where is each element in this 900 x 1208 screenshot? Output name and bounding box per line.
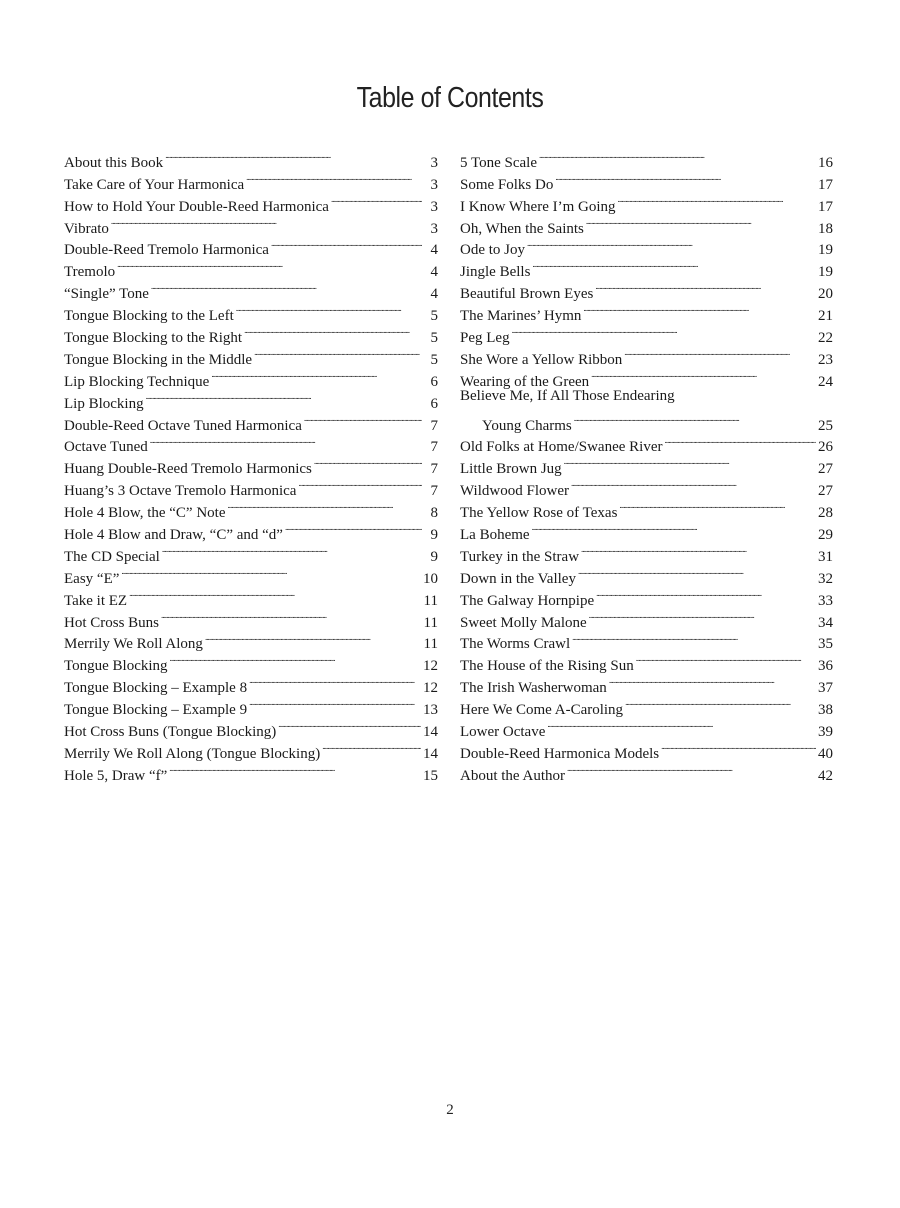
dot-leader [314, 451, 422, 473]
dot-leader [117, 254, 422, 276]
toc-entry-page: 31 [818, 548, 833, 565]
toc-entry-title: Oh, When the Saints [460, 220, 584, 237]
toc-entry-title: Down in the Valley [460, 570, 576, 587]
toc-entry-page: 12 [423, 680, 438, 697]
toc-entry-title: Double-Reed Tremolo Harmonica [64, 242, 269, 259]
toc-entry[interactable] [460, 145, 833, 171]
toc-entry-page: 26 [818, 439, 833, 456]
toc-entry-title: Take Care of Your Harmonica [64, 176, 245, 193]
toc-entry-page: 14 [423, 724, 438, 741]
toc-entry-page: 18 [818, 220, 833, 237]
toc-entry-page: 37 [818, 680, 833, 697]
toc-entry-page: 6 [430, 373, 438, 390]
dot-leader [595, 276, 816, 298]
toc-entry-title: The Yellow Rose of Texas [460, 505, 618, 522]
toc-entry-title: Little Brown Jug [460, 461, 562, 478]
toc-entry-page: 17 [818, 176, 833, 193]
dot-leader [636, 648, 816, 670]
toc-entry-page: 33 [818, 592, 833, 609]
toc-entry[interactable] [460, 320, 833, 347]
toc-entry-title: Old Folks at Home/Swanee River [460, 439, 663, 456]
toc-entry-title: Tongue Blocking to the Right [64, 330, 243, 347]
toc-left-column [64, 145, 438, 784]
dot-leader [571, 473, 816, 495]
toc-entry-title: La Boheme [460, 527, 530, 544]
toc-entry-title: 5 Tone Scale [460, 154, 537, 171]
toc-entry-page: 32 [818, 570, 833, 587]
toc-entry-title: Turkey in the Straw [460, 548, 580, 565]
dot-leader [246, 167, 422, 189]
dot-leader [322, 736, 421, 758]
toc-entry-title: Vibrato [64, 220, 109, 237]
toc-entry-page: 10 [423, 570, 438, 587]
toc-entry-title: Wearing of the Green [460, 373, 590, 390]
toc-entry-page: 4 [430, 286, 438, 303]
dot-leader [547, 714, 816, 736]
toc-entry-title: Some Folks Do [460, 176, 554, 193]
dot-leader [583, 298, 816, 320]
dot-leader [331, 189, 422, 211]
toc-entry-page: 5 [430, 308, 438, 325]
dot-leader [150, 430, 422, 452]
toc-entry-page: 5 [430, 351, 438, 368]
dot-leader [539, 145, 816, 167]
toc-entry-title: Hot Cross Buns [64, 614, 160, 631]
dot-leader [211, 364, 422, 386]
toc-entry[interactable] [460, 386, 833, 408]
toc-entry-page: 3 [430, 176, 438, 193]
toc-entry-page: 27 [818, 461, 833, 478]
toc-entry-title: The Irish Washerwoman [460, 680, 607, 697]
dot-leader [567, 758, 816, 780]
dot-leader [121, 561, 421, 583]
toc-right-column [460, 145, 833, 784]
toc-entry-page: 3 [430, 154, 438, 171]
dot-leader [129, 583, 421, 605]
toc-entry-page: 7 [430, 483, 438, 500]
toc-entry-page: 25 [818, 417, 833, 434]
toc-entry-page: 16 [818, 154, 833, 171]
toc-entry-title: Hot Cross Buns (Tongue Blocking) [64, 724, 277, 741]
toc-entry-title: Tongue Blocking – Example 9 [64, 702, 248, 719]
toc-entry-page: 9 [430, 548, 438, 565]
toc-entry-page: 15 [423, 767, 438, 784]
toc-entry-title: Here We Come A-Caroling [460, 702, 624, 719]
dot-leader [624, 342, 816, 364]
dot-leader [527, 233, 816, 255]
toc-entry-page: 39 [818, 724, 833, 741]
dot-leader [249, 692, 421, 714]
toc-entry-title: Wildwood Flower [460, 483, 569, 500]
toc-entry-page: 36 [818, 658, 833, 675]
toc-entry-page: 14 [423, 745, 438, 762]
toc-entry[interactable] [64, 211, 438, 237]
toc-entry-page: 19 [818, 242, 833, 259]
dot-leader [161, 605, 422, 627]
toc-entry-page: 11 [423, 592, 438, 609]
dot-leader [572, 627, 816, 649]
toc-entry-title: How to Hold Your Double-Reed Harmonica [64, 198, 329, 215]
dot-leader [169, 758, 421, 780]
toc-entry-title: Hole 4 Blow, the “C” Note [64, 505, 226, 522]
toc-entry-title: Hole 5, Draw “f” [64, 767, 168, 784]
toc-entry-title: Tongue Blocking to the Left [64, 308, 234, 325]
toc-entry-title: The Galway Hornpipe [460, 592, 595, 609]
dot-leader [618, 189, 816, 211]
dot-leader [162, 539, 422, 561]
toc-entry-title: I Know Where I’m Going [460, 198, 616, 215]
toc-entry-title: About the Author [460, 767, 565, 784]
toc-entry-page: 6 [430, 395, 438, 412]
dot-leader [304, 408, 422, 430]
dot-leader [165, 145, 422, 167]
dot-leader [278, 714, 421, 736]
toc-entry-title: Easy “E” [64, 570, 120, 587]
toc-entry-title: The Worms Crawl [460, 636, 571, 653]
dot-leader [586, 211, 816, 233]
toc-entry-page: 4 [430, 264, 438, 281]
toc-entry-page: 12 [423, 658, 438, 675]
toc-entry-title: About this Book [64, 154, 164, 171]
dot-leader [170, 648, 421, 670]
toc-entry-page: 35 [818, 636, 833, 653]
toc-entry[interactable] [460, 408, 833, 434]
toc-entry[interactable] [64, 276, 438, 303]
dot-leader [254, 342, 422, 364]
toc-entry-title: Lip Blocking [64, 395, 144, 412]
toc-entry-page: 7 [430, 439, 438, 456]
toc-entry-title: Merrily We Roll Along [64, 636, 203, 653]
toc-entry-page: 23 [818, 351, 833, 368]
dot-leader [532, 254, 816, 276]
toc-entry-page: 19 [818, 264, 833, 281]
toc-entry-page: 9 [430, 527, 438, 544]
dot-leader [271, 233, 422, 255]
dot-leader [236, 298, 422, 320]
dot-leader [146, 386, 422, 408]
toc-entry-title: Octave Tuned [64, 439, 148, 456]
toc-entry-title: Tremolo [64, 264, 116, 281]
toc-entry-title: Double-Reed Octave Tuned Harmonica [64, 417, 302, 434]
toc-entry-title: She Wore a Yellow Ribbon [460, 351, 623, 368]
toc-entry-title: Jingle Bells [460, 264, 531, 281]
toc-entry-title: Lip Blocking Technique [64, 373, 210, 390]
page-title: Table of Contents [356, 82, 544, 114]
toc-entry-title: Peg Leg [460, 330, 510, 347]
toc-entry-page: 38 [818, 702, 833, 719]
toc-entry-title: Young Charms [482, 417, 572, 434]
toc-entry-title: Huang’s 3 Octave Tremolo Harmonica [64, 483, 297, 500]
dot-leader [664, 430, 816, 452]
toc-entry-title: The CD Special [64, 548, 160, 565]
toc-entry-title: Tongue Blocking [64, 658, 168, 675]
toc-entry-page: 42 [818, 767, 833, 784]
dot-leader [589, 605, 816, 627]
toc-entry-page: 7 [430, 461, 438, 478]
toc-entry-title: Ode to Joy [460, 242, 525, 259]
dot-leader [555, 167, 816, 189]
toc-entry[interactable] [64, 233, 438, 259]
dot-leader [298, 473, 422, 495]
toc-entry-title: Double-Reed Harmonica Models [460, 745, 660, 762]
toc-entry-page: 21 [818, 308, 833, 325]
dot-leader [249, 670, 421, 692]
toc-entry-title: Merrily We Roll Along (Tongue Blocking) [64, 745, 321, 762]
dot-leader [596, 583, 816, 605]
toc-entry[interactable] [460, 342, 833, 368]
toc-entry-page: 40 [818, 745, 833, 762]
toc-entry-page: 22 [818, 330, 833, 347]
toc-entry-page: 5 [430, 330, 438, 347]
toc-entry-page: 8 [430, 505, 438, 522]
dot-leader [532, 517, 816, 539]
toc-entry-title: Sweet Molly Malone [460, 614, 587, 631]
toc-entry-page: 11 [423, 636, 438, 653]
dot-leader [661, 736, 816, 758]
toc-entry-page: 28 [818, 505, 833, 522]
toc-entry-title: Lower Octave [460, 724, 546, 741]
dot-leader [625, 692, 816, 714]
dot-leader [591, 364, 816, 386]
dot-leader [564, 451, 816, 473]
toc-entry-page: 13 [423, 702, 438, 719]
toc-entry-page: 7 [430, 417, 438, 434]
toc-entry-title: The Marines’ Hymn [460, 308, 582, 325]
toc-entry-page: 4 [430, 242, 438, 259]
toc-entry[interactable] [64, 254, 438, 281]
dot-leader [619, 495, 816, 517]
toc-entry-title: The House of the Rising Sun [460, 658, 634, 675]
dot-leader [512, 320, 816, 342]
dot-leader [228, 495, 423, 517]
dot-leader [581, 539, 816, 561]
toc-entry-title: Beautiful Brown Eyes [460, 286, 594, 303]
dot-leader [578, 561, 816, 583]
toc-entry-title: Tongue Blocking – Example 8 [64, 680, 248, 697]
dot-leader [244, 320, 422, 342]
toc-entry-page: 34 [818, 614, 833, 631]
toc-entry-page: 24 [818, 373, 833, 390]
page-number: 2 [446, 1102, 454, 1118]
toc-entry[interactable] [64, 145, 438, 171]
toc-entry-page: 11 [423, 614, 438, 631]
dot-leader [205, 627, 422, 649]
toc-entry-title: Take it EZ [64, 592, 128, 609]
toc-entry-title: Tongue Blocking in the Middle [64, 351, 253, 368]
toc-entry-title: “Single” Tone [64, 286, 149, 303]
toc-entry[interactable] [64, 583, 438, 609]
toc-entry-title: Huang Double-Reed Tremolo Harmonics [64, 461, 312, 478]
dot-leader [285, 517, 422, 539]
toc-entry-page: 27 [818, 483, 833, 500]
toc-entry-page: 3 [430, 220, 438, 237]
dot-leader [609, 670, 816, 692]
dot-leader [151, 276, 422, 298]
toc-entry-page: 29 [818, 527, 833, 544]
toc-entry-title: Hole 4 Blow and Draw, “C” and “d” [64, 527, 283, 544]
toc-entry-page: 20 [818, 286, 833, 303]
dot-leader [574, 408, 816, 430]
toc-entry-page: 3 [430, 198, 438, 215]
toc-entry-title: Believe Me, If All Those Endearing [460, 387, 675, 404]
toc-entry-page: 17 [818, 198, 833, 215]
dot-leader [111, 211, 422, 233]
